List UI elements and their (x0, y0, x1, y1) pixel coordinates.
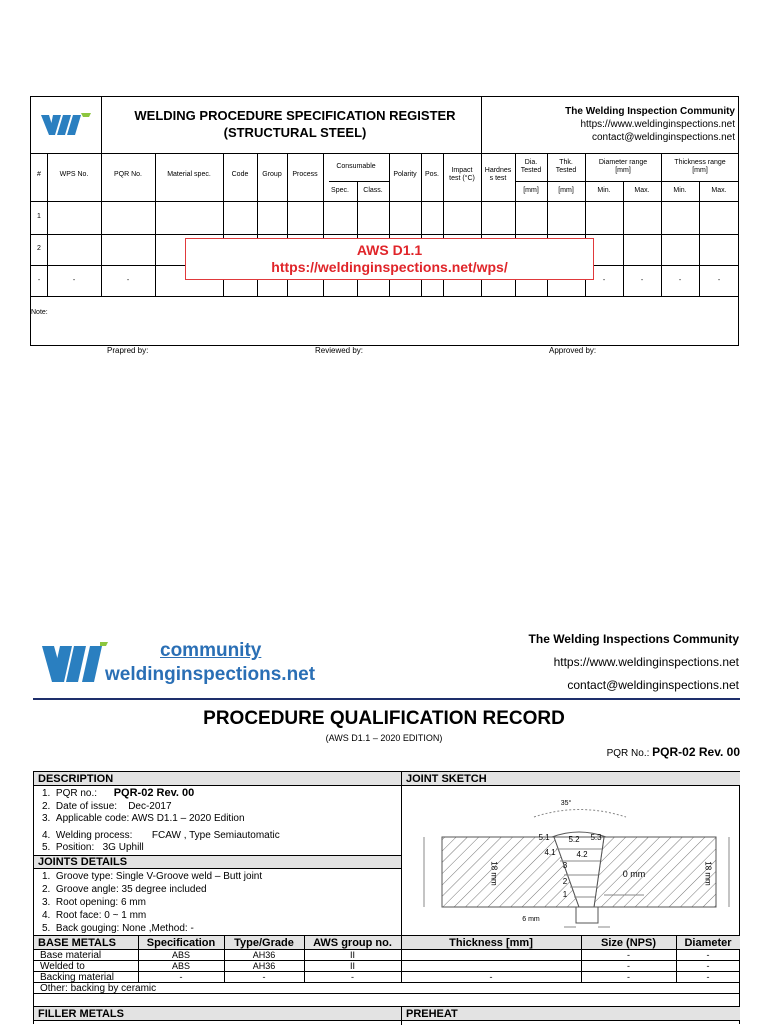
backing-material-diameter: - (706, 972, 710, 982)
col-thickness-range (661, 159, 739, 175)
col-diameter-range-line2: [mm] (615, 167, 631, 174)
register-email[interactable]: contact@weldinginspections.net (591, 132, 735, 143)
pqr-contact (529, 628, 739, 697)
pqr-org: The Welding Inspections Community (528, 632, 739, 646)
joint-item-2: 2. Groove angle: 35 degree included (42, 884, 207, 895)
sketch-thickness-right: 18 mm (703, 861, 713, 886)
base-material-group: II (349, 950, 355, 960)
col-diameter: Diameter (684, 937, 732, 949)
col-material-spec: Material spec. (167, 171, 211, 178)
joint-item-5: 5. Back gouging: None ,Method: - (42, 923, 194, 934)
col-hardness-line1: Hardnes (484, 167, 512, 174)
col-thk-unit: [mm] (558, 187, 574, 194)
col-thk-min: Min. (673, 187, 687, 194)
register-url[interactable]: https://www.weldinginspections.net (580, 119, 735, 130)
col-thk-tested (547, 159, 585, 175)
col-group: Group (262, 171, 282, 178)
col-consumable-spec: Spec. (331, 187, 349, 194)
col-size-nps: Size (NPS) (600, 937, 656, 949)
col-aws-group: AWS group no. (313, 937, 392, 949)
col-thk-max: Max. (711, 187, 727, 194)
backing-material-size: - (627, 972, 630, 982)
col-impact-line2: test (°C) (449, 175, 475, 182)
base-material-grade: AH36 (252, 950, 276, 960)
reviewed-by-label: Reviewed by: (315, 346, 364, 355)
pqr-number (607, 745, 740, 759)
header-divider (33, 698, 740, 700)
col-diameter-range (585, 159, 661, 175)
base-metals-other: Other: backing by ceramic (40, 983, 157, 994)
col-consumable-class: Class. (363, 187, 383, 194)
backing-material-group: - (351, 972, 354, 982)
register-org: The Welding Inspection Community (565, 106, 735, 117)
register-row-3-thk-max: - (717, 277, 721, 284)
filler-metals-header: FILLER METALS (38, 1008, 124, 1020)
col-wps-no: WPS No. (59, 171, 89, 178)
register-row-1-number: 1 (37, 213, 41, 220)
welded-to-spec: ABS (171, 961, 190, 971)
sketch-pass-3: 3 (562, 861, 568, 870)
col-consumable: Consumable (336, 163, 376, 170)
col-impact-line1: Impact (451, 167, 473, 174)
base-material-label: Base material (40, 950, 102, 961)
base-material-spec: ABS (171, 950, 190, 960)
col-hardness (481, 167, 515, 183)
backing-material-spec: - (179, 972, 183, 982)
register-row-2-number: 2 (37, 245, 41, 252)
joint-item-1: 1. Groove type: Single V-Groove weld – Butt joint (42, 871, 263, 882)
register-row-3-dia-max: - (640, 277, 644, 284)
sketch-root-gap: 0 mm (622, 869, 646, 879)
description-item-3: 3. Applicable code: AWS D1.1 – 2020 Edition (42, 813, 245, 824)
pqr-form-grid (33, 771, 740, 1024)
register-contact (565, 105, 735, 144)
col-pqr-no: PQR No. (113, 171, 142, 178)
pqr-title: PROCEDURE QUALIFICATION RECORD (203, 708, 565, 729)
col-process: Process (292, 171, 318, 178)
col-dia-line2: Tested (520, 167, 542, 174)
sketch-thickness-left: 18 mm (489, 861, 499, 886)
register-row-3-number: - (37, 277, 41, 284)
register-title (109, 107, 481, 141)
pqr-number-value: PQR-02 Rev. 00 (652, 745, 740, 759)
description-item-5: 5. Position: 3G Uphill (42, 842, 144, 853)
logo-community-text: community (160, 640, 262, 661)
backing-material-grade: - (262, 972, 266, 982)
pqr-email[interactable]: contact@weldinginspections.net (567, 678, 739, 692)
backing-material-thickness: - (489, 972, 493, 982)
overlay-link[interactable]: https://weldinginspections.net/wps/ (271, 259, 508, 275)
register-row-3-wps: - (72, 277, 76, 284)
sketch-pass-5-3: 5.3 (590, 833, 602, 842)
col-impact (443, 167, 481, 183)
prepared-by-label: Prapred by: (107, 346, 149, 355)
joints-header: JOINTS DETAILS (38, 856, 128, 868)
col-thickness: Thickness [mm] (449, 937, 533, 949)
welded-to-label: Welded to (40, 961, 85, 972)
col-thk-line2: Tested (555, 167, 577, 174)
sketch-pass-4-2: 4.2 (576, 850, 588, 859)
col-diameter-range-line1: Diameter range (598, 159, 648, 166)
aws-link-overlay[interactable] (185, 238, 594, 280)
welded-to-grade: AH36 (252, 961, 276, 971)
register-row-3-dia-min: - (602, 277, 606, 284)
sketch-backing-width: 6 mm (522, 916, 540, 923)
col-dia-max: Max. (634, 187, 650, 194)
col-position: Pos. (424, 171, 439, 178)
col-number: # (37, 171, 41, 178)
col-code: Code (231, 171, 249, 178)
description-item-2: 2. Date of issue: Dec-2017 (42, 801, 172, 812)
register-title-line1: WELDING PROCEDURE SPECIFICATION REGISTER (134, 108, 456, 123)
col-thickness-range-line2: [mm] (692, 167, 708, 174)
col-thk-line1: Thk. (559, 159, 573, 166)
joint-sketch-header: JOINT SKETCH (406, 773, 487, 785)
col-thickness-range-line1: Thickness range (674, 159, 726, 166)
joint-item-4: 4. Root face: 0 ~ 1 mm (42, 910, 147, 921)
overlay-code: AWS D1.1 (356, 242, 423, 258)
description-item-4: 4. Welding process: FCAW , Type Semiautomatic (42, 830, 280, 841)
sketch-pass-1: 1 (562, 890, 568, 899)
approved-by-label: Approved by: (549, 346, 597, 355)
weldinginspections-logo (40, 640, 110, 688)
description-header: DESCRIPTION (38, 773, 114, 785)
base-material-size: - (627, 950, 630, 960)
register-title-line2: (STRUCTURAL STEEL) (223, 125, 367, 140)
description-item-1: 1. PQR no.: PQR-02 Rev. 00 (42, 787, 195, 799)
col-dia-line1: Dia. (524, 159, 538, 166)
pqr-url[interactable]: https://www.weldinginspections.net (553, 655, 739, 669)
preheat-header: PREHEAT (406, 1008, 458, 1020)
sketch-angle-label: 35° (560, 800, 572, 807)
backing-material-label: Backing material (40, 972, 114, 983)
sketch-pass-5-1: 5.1 (538, 833, 550, 842)
register-row-3-thk-min: - (678, 277, 682, 284)
register-row-3-pqr: - (126, 277, 130, 284)
col-hardness-line2: s test (489, 175, 507, 182)
col-polarity: Polarity (393, 171, 417, 178)
pqr-number-label: PQR No.: (606, 748, 650, 759)
welding-community-logo (39, 111, 99, 141)
col-specification: Specification (146, 937, 216, 949)
register-note: Note: (31, 309, 48, 316)
sketch-pass-5-2: 5.2 (568, 835, 580, 844)
col-type-grade: Type/Grade (234, 937, 294, 949)
joint-item-3: 3. Root opening: 6 mm (42, 897, 146, 908)
base-material-diameter: - (706, 950, 710, 960)
col-dia-tested (515, 159, 547, 175)
sketch-pass-2: 2 (562, 877, 568, 886)
col-dia-min: Min. (597, 187, 611, 194)
base-metals-header: BASE METALS (38, 937, 117, 949)
pqr-subtitle: (AWS D1.1 – 2020 EDITION) (325, 733, 443, 743)
welded-to-diameter: - (706, 961, 710, 971)
welded-to-group: II (349, 961, 355, 971)
logo-domain-text: weldinginspections.net (105, 664, 316, 685)
col-dia-unit: [mm] (523, 187, 539, 194)
sketch-pass-4-1: 4.1 (544, 848, 556, 857)
welded-to-size: - (627, 961, 630, 971)
wps-register-sheet (30, 96, 739, 346)
